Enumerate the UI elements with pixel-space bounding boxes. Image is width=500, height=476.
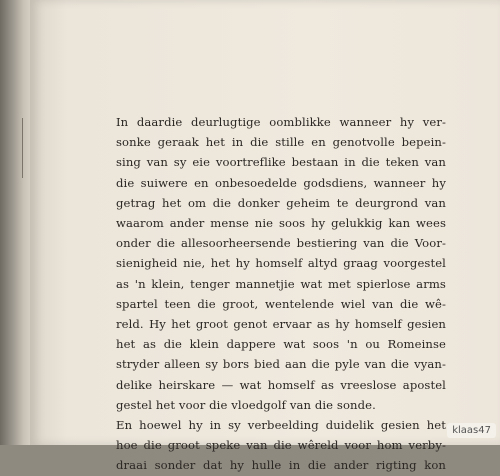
text-line: getrag het om die donker geheim te deurgrond van — [116, 195, 446, 210]
text-line: reld. Hy het groot genot ervaar as hy homself gesien — [116, 317, 446, 332]
text-line: hoe die groot speke van die wêreld voor hom verby- — [116, 438, 446, 453]
book-spine-gutter — [0, 0, 34, 445]
text-line: gestel het voor die vloedgolf van die sonde. — [116, 397, 376, 412]
text-line: waarom ander mense nie soos hy gelukkig kan wees — [116, 216, 446, 231]
text-line: onder die allesoorheersende bestiering van die Voor- — [116, 236, 446, 251]
text-line: draai sonder dat hy hulle in die ander rigting kon — [116, 458, 446, 473]
text-line: as 'n klein, tenger mannetjie wat met spierlose arms — [116, 276, 446, 291]
book-page — [30, 0, 500, 473]
binding-stitch — [22, 118, 27, 178]
text-line: spartel teen die groot, wentelende wiel van die wê- — [116, 296, 446, 311]
text-line: En hoewel hy in sy verbeelding duidelik gesien het — [116, 418, 446, 433]
text-line: die suiwere en onbesoedelde godsdiens, wanneer hy — [116, 175, 446, 190]
text-line: het as die klein dappere wat soos 'n ou Romeinse — [116, 337, 446, 352]
text-line: sienigheid nie, het hy homself altyd graag voorgestel — [116, 256, 446, 271]
text-line: sonke geraak het in die stille en genotvolle bepein- — [116, 135, 446, 150]
text-line: sing van sy eie voortreflike bestaan in die teken van — [116, 155, 446, 170]
text-line: stryder alleen sy bors bied aan die pyle van die vyan- — [116, 357, 446, 372]
watermark-label: klaas47 — [447, 423, 496, 438]
text-line: In daardie deurlugtige oomblikke wanneer hy ver- — [116, 115, 446, 129]
body-text — [116, 112, 446, 476]
text-line: delike heirskare — wat homself as vreeslose apostel — [116, 377, 446, 392]
